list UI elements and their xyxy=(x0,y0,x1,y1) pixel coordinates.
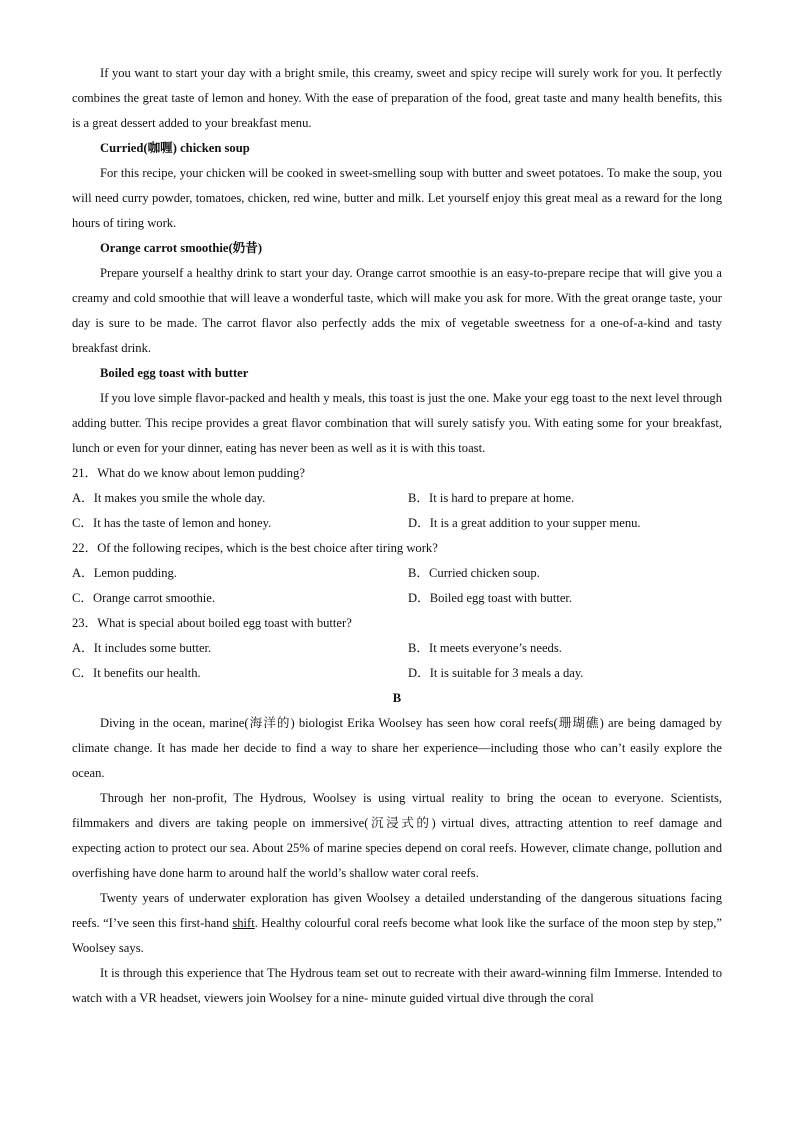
option-row xyxy=(72,511,722,536)
recipe-body: For this recipe, your chicken will be cooked in sweet-smelling soup with butter and sweet potatoes. To make the soup, you will need curry powder, tomatoes, chicken, red wine, butter and milk. Let yourself enjoy this great meal as a reward for the long hours of tiring work. xyxy=(72,166,722,230)
question-stem: 22．Of the following recipes, which is the best choice after tiring work? xyxy=(72,541,438,555)
paragraph-text: . Healthy colourful coral reefs become what look like the surface of the moon step by step,” Woolsey says. xyxy=(72,916,722,955)
passage-b-paragraph: It is through this experience that The Hydrous team set out to recreate with their award-winning film Immerse. Intended to watch with a VR headset, viewers join Woolsey for a nine- minute guided virtual dive through the coral xyxy=(72,966,722,1005)
passage-b-paragraph xyxy=(72,886,722,961)
option-c: C．Orange carrot smoothie. xyxy=(72,591,216,605)
recipe-title: Orange carrot smoothie(奶昔) xyxy=(100,241,263,255)
option-b: B．It meets everyone’s needs. xyxy=(408,641,562,655)
recipe-body: If you love simple flavor-packed and health y meals, this toast is just the one. Make your egg toast to the next level through adding butter. This recipe provides a great flavor combination that will surely satisfy you. With eating some for your breakfast, lunch or even for your dinner, eating has never been as well as it is with this toast. xyxy=(72,391,722,455)
recipe-title: Boiled egg toast with butter xyxy=(100,366,249,380)
option-c: C．It has the taste of lemon and honey. xyxy=(72,516,272,530)
option-a: A．It makes you smile the whole day. xyxy=(72,491,266,505)
question-stem: 21．What do we know about lemon pudding? xyxy=(72,466,305,480)
option-b: B．Curried chicken soup. xyxy=(408,566,540,580)
passage-a-intro: If you want to start your day with a bright smile, this creamy, sweet and spicy recipe will surely work for you. It perfectly combines the great taste of lemon and honey. With the ease of preparation of the food, great taste and many health benefits, this is a great dessert added to your breakfast menu. xyxy=(72,66,722,130)
question-stem: 23．What is special about boiled egg toast with butter? xyxy=(72,616,352,630)
exam-page xyxy=(72,61,722,1011)
option-a: A．It includes some butter. xyxy=(72,641,212,655)
passage-b-paragraph: Through her non-profit, The Hydrous, Woolsey is using virtual reality to bring the ocean to everyone. Scientists, filmmakers and divers are taking people on immersive(沉浸式的) virtual dives, attracting attention to reef damage and expecting action to protect our sea. About 25% of marine species depend on coral reefs. However, climate change, pollution and overfishing have done harm to around half the world’s shallow water coral reefs. xyxy=(72,791,722,880)
option-c: C．It benefits our health. xyxy=(72,666,201,680)
option-row xyxy=(72,586,722,611)
passage-b-paragraph: Diving in the ocean, marine(海洋的) biologist Erika Woolsey has seen how coral reefs(珊瑚礁) are being damaged by climate change. It has made her decide to find a way to share her experience—including those who can’t easily explore the ocean. xyxy=(72,716,722,780)
underlined-word: shift xyxy=(232,916,255,930)
section-label: B xyxy=(392,691,402,705)
option-b: B．It is hard to prepare at home. xyxy=(408,491,575,505)
paragraph-text: Twenty years of underwater exploration has given Woolsey a detailed understanding of the dangerous situations facing reefs. “I’ve seen this first-hand xyxy=(72,891,722,930)
recipe-body: Prepare yourself a healthy drink to start your day. Orange carrot smoothie is an easy-to-prepare recipe that will give you a creamy and cold smoothie that will leave a wonderful taste, which will make you ask for more. With the great orange taste, your day is sure to be made. The carrot flavor also perfectly adds the mix of vegetable sweetness for a one-of-a-kind and tasty breakfast drink. xyxy=(72,266,722,355)
option-d: D．It is a great addition to your supper menu. xyxy=(408,516,641,530)
option-d: D．Boiled egg toast with butter. xyxy=(408,591,573,605)
option-a: A．Lemon pudding. xyxy=(72,566,177,580)
option-row xyxy=(72,661,722,686)
option-d: D．It is suitable for 3 meals a day. xyxy=(408,666,584,680)
option-row xyxy=(72,486,722,511)
option-row xyxy=(72,561,722,586)
option-row xyxy=(72,636,722,661)
recipe-title: Curried(咖喱) chicken soup xyxy=(100,141,250,155)
